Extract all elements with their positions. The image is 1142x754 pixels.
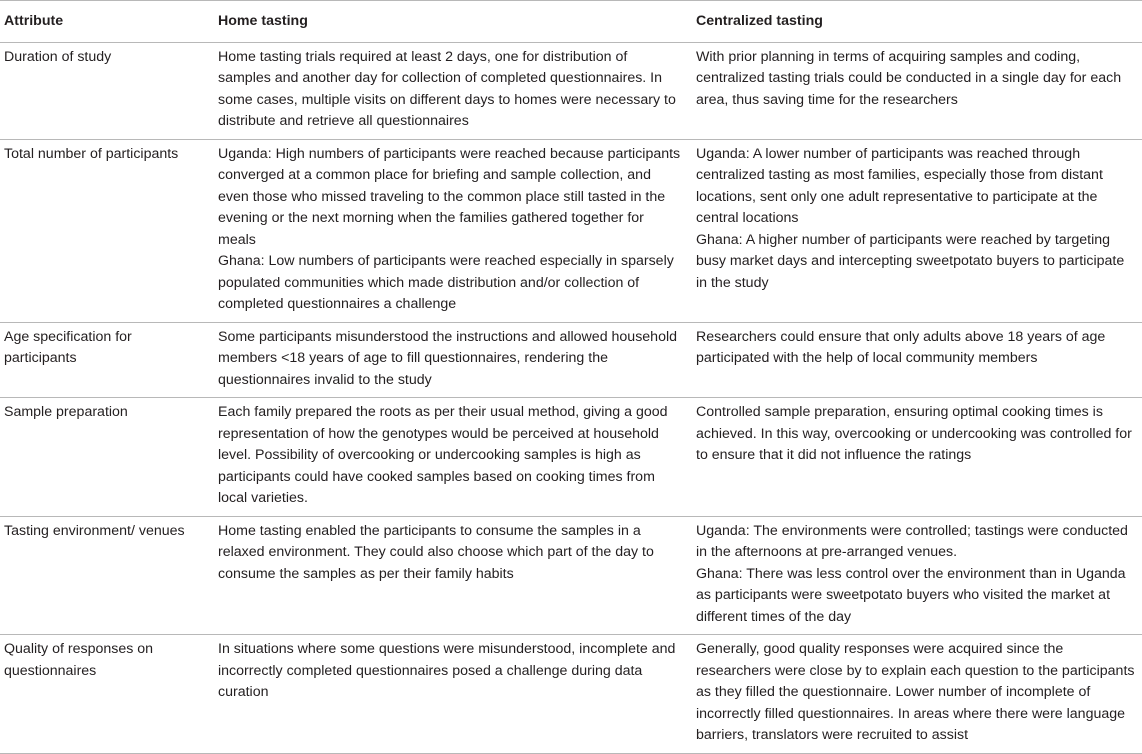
- cell-text: Controlled sample preparation, ensuring optimal cooking times is achieved. In this way, overcooking or undercooking was controlled for to ensure that it did not influence the ratings: [696, 404, 1132, 463]
- home-tasting-cell: [212, 635, 690, 754]
- centralized-tasting-cell: [690, 635, 1142, 754]
- home-tasting-cell: [212, 139, 690, 322]
- cell-text: In situations where some questions were misunderstood, incomplete and incorrectly completed questionnaires posed a challenge during data curation: [218, 641, 676, 700]
- table-row: [0, 398, 1142, 517]
- home-tasting-cell: [212, 398, 690, 517]
- cell-text: Each family prepared the roots as per their usual method, giving a good representation of how the genotypes would be perceived at household level. Possibility of overcooking or undercooking samples is high as participants could have cooked samples based on cooking times from local varieties.: [218, 404, 668, 506]
- cell-text: Ghana: A higher number of participants were reached by targeting busy market days and intercepting sweetpotato buyers to participate in the study: [696, 231, 1125, 291]
- cell-text: Home tasting trials required at least 2 days, one for distribution of samples and another day for collection of completed questionnaires. In some cases, multiple visits on different days to homes were necessary to distribute and retrieve all questionnaires: [218, 48, 676, 129]
- attribute-cell: Quality of responses on questionnaires: [0, 635, 212, 754]
- table-row: [0, 516, 1142, 635]
- home-tasting-cell: [212, 42, 690, 139]
- cell-text: Home tasting enabled the participants to consume the samples in a relaxed environment. They could also choose which part of the day to consume the samples as per their family habits: [218, 522, 654, 582]
- home-tasting-cell: [212, 322, 690, 398]
- table-row: [0, 139, 1142, 322]
- table-row: [0, 42, 1142, 139]
- attribute-cell: Duration of study: [0, 42, 212, 139]
- cell-text: Ghana: Low numbers of participants were reached especially in sparsely populated communities which made distribution and/or collection of completed questionnaires a challenge: [218, 253, 674, 312]
- cell-text: Researchers could ensure that only adults above 18 years of age participated with the help of local community members: [696, 328, 1106, 366]
- attribute-cell: Total number of participants: [0, 139, 212, 322]
- attribute-cell: Sample preparation: [0, 398, 212, 517]
- table-row: [0, 635, 1142, 754]
- header-home-tasting: Home tasting: [212, 1, 690, 43]
- centralized-tasting-cell: [690, 322, 1142, 398]
- home-tasting-cell: [212, 516, 690, 635]
- centralized-tasting-cell: [690, 516, 1142, 635]
- centralized-tasting-cell: [690, 42, 1142, 139]
- cell-text: Uganda: The environments were controlled; tastings were conducted in the afternoons at pre-arranged venues.: [696, 522, 1128, 560]
- cell-text: Uganda: High numbers of participants were reached because participants converged at a common place for briefing and sample collection, and even those who missed traveling to the common place still tasted in the evening or the next morning when the families gathered together for meals: [218, 145, 681, 248]
- table-row: [0, 322, 1142, 398]
- header-centralized-tasting: Centralized tasting: [690, 1, 1142, 43]
- header-row: [0, 1, 1142, 43]
- cell-text: Generally, good quality responses were acquired since the researchers were close by to explain each question to the participants as they filled the questionnaire. Lower number of incomplete of incorrectly filled questionnaires. In areas where there were language barriers, translators were recruited to assist: [696, 641, 1135, 743]
- centralized-tasting-cell: [690, 139, 1142, 322]
- cell-text: With prior planning in terms of acquiring samples and coding, centralized tasting trials could be conducted in a single day for each area, thus saving time for the researchers: [696, 48, 1122, 108]
- header-attribute: Attribute: [0, 1, 212, 43]
- centralized-tasting-cell: [690, 398, 1142, 517]
- cell-text: Ghana: There was less control over the environment than in Uganda as participants were sweetpotato buyers who visited the market at different times of the day: [696, 565, 1126, 625]
- attribute-cell: Tasting environment/ venues: [0, 516, 212, 635]
- cell-text: Some participants misunderstood the instructions and allowed household members <18 years of age to fill questionnaires, rendering the questionnaires invalid to the study: [218, 328, 678, 388]
- cell-text: Uganda: A lower number of participants was reached through centralized tasting as most families, especially those from distant locations, sent only one adult representative to participate at the central locations: [696, 145, 1103, 226]
- attribute-cell: Age specification for participants: [0, 322, 212, 398]
